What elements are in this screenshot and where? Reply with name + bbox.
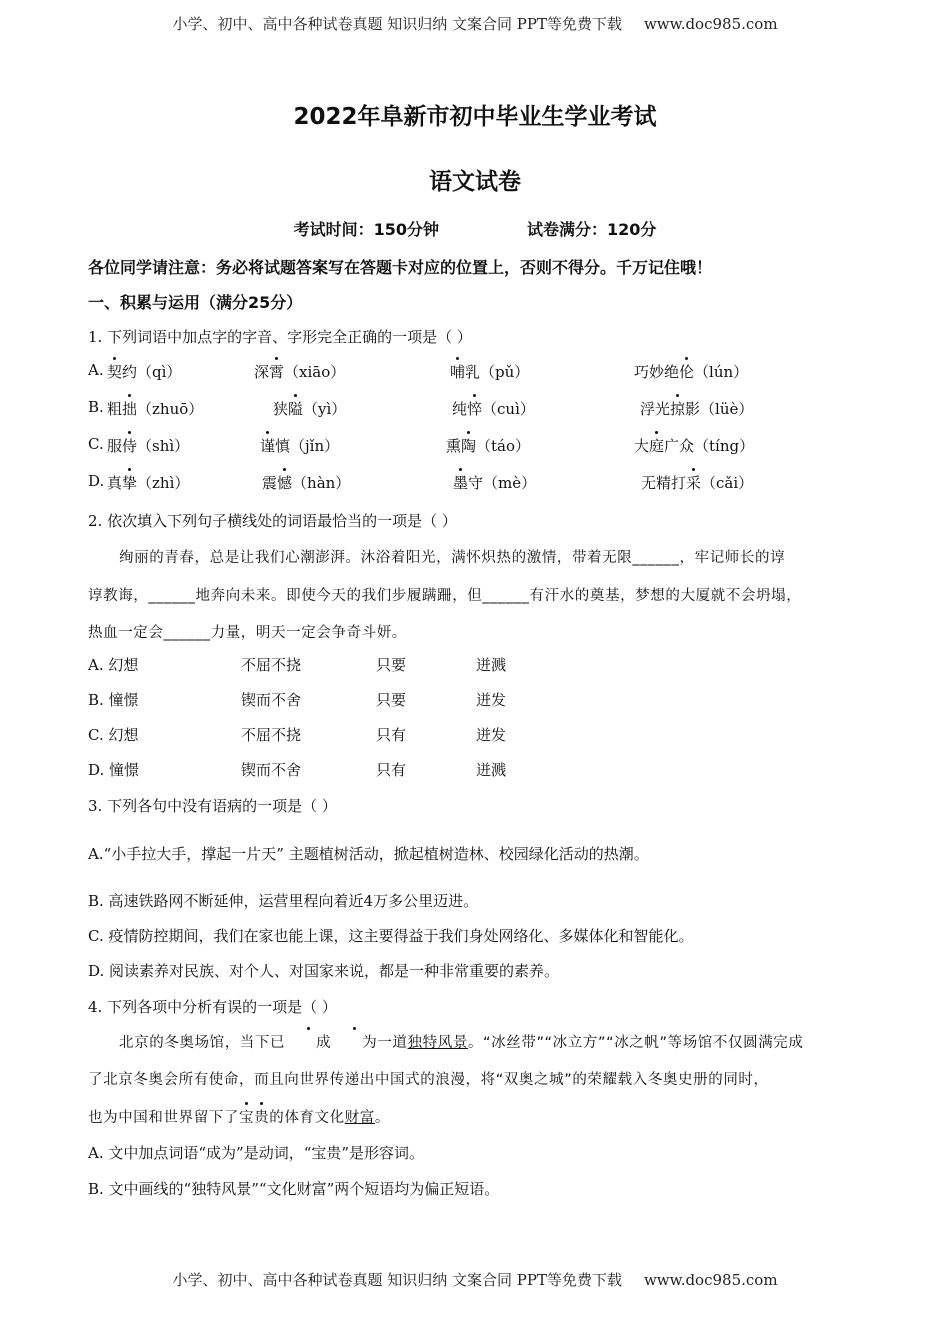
footer-site-link[interactable]: www.doc985.com: [643, 1271, 778, 1289]
option-text: 迸发: [476, 726, 507, 744]
option-text: 迸发: [476, 691, 507, 709]
q1-option-d: [0, 472, 950, 496]
dotted-char: 侍: [122, 437, 138, 455]
word-item: 狭隘（yì）: [273, 400, 347, 418]
word-item: 熏陶（táo）: [446, 437, 531, 455]
option-text: 锲而不舍: [241, 691, 302, 709]
dotted-char: 隘: [288, 400, 304, 418]
q2-option-c: [0, 724, 950, 748]
option-text: 迸溅: [476, 656, 507, 674]
dotted-char: 为: [331, 1031, 377, 1052]
q3-option-d: D. 阅读素养对民族、对个人、对国家来说，都是一种非常重要的素养。: [88, 962, 560, 980]
q2-option-d: [0, 759, 950, 783]
option-text: 迸溅: [476, 761, 507, 779]
dotted-char: 宝: [239, 1106, 254, 1127]
dotted-char: 贵: [254, 1106, 269, 1127]
word-item: 无精打采（cǎi）: [641, 474, 754, 492]
q3-stem: 3. 下列各句中没有语病的一项是（ ）: [88, 797, 337, 815]
dotted-char: 契: [107, 363, 123, 381]
option-text: 锲而不舍: [241, 761, 302, 779]
q1-option-b: [0, 398, 950, 422]
option-text: 不屈不挠: [241, 726, 302, 744]
word-item: 粗拙（zhuō）: [107, 400, 204, 418]
dotted-char: 陶: [461, 437, 477, 455]
option-text: 只要: [376, 691, 407, 709]
option-text: 只有: [376, 761, 407, 779]
word-item: 服侍（shì）: [107, 437, 190, 455]
header-text: 小学、初中、高中各种试卷真题 知识归纳 文案合同 PPT等免费下载: [172, 15, 622, 33]
dotted-char: 拙: [122, 400, 138, 418]
option-label: C.: [88, 435, 104, 453]
underlined-phrase: 独特风景: [407, 1035, 468, 1051]
dotted-char: 悴: [467, 400, 483, 418]
page-footer: [0, 1269, 950, 1290]
option-text: 只要: [376, 656, 407, 674]
option-text: 只有: [376, 726, 407, 744]
header-site-link[interactable]: www.doc985.com: [643, 15, 778, 33]
notice: 各位同学请注意：务必将试题答案写在答题卡对应的位置上，否则不得分。千万记住哦！: [88, 258, 713, 277]
q4-passage-line: 也为中国和世界留下了宝贵的体育文化财富。: [88, 1106, 863, 1127]
dotted-char: 伦: [679, 363, 695, 381]
q3-option-a: A.“小手拉大手，撑起一片天” 主题植树活动，掀起植树造林、校园绿化活动的热潮。: [88, 845, 649, 863]
option-text: C. 幻想: [88, 726, 139, 744]
dotted-char: 憾: [277, 474, 293, 492]
word-item: 契约（qì）: [107, 363, 182, 381]
dotted-char: 谨: [260, 437, 276, 455]
word-item: 巧妙绝伦（lún）: [634, 363, 749, 381]
q1-option-c: [0, 435, 950, 459]
dotted-char: 哺: [450, 363, 466, 381]
dotted-char: 霄: [269, 363, 285, 381]
q4-passage-line: 了北京冬奥会所有使命，而且向世界传递出中国式的浪漫，将“双奥之城”的荣耀载入冬奥史册的同时，: [88, 1072, 769, 1088]
dotted-char: 墨: [453, 474, 469, 492]
q4-option-b: B. 文中画线的“独特风景”“文化财富”两个短语均为偏正短语。: [88, 1180, 500, 1198]
word-item: 纯悴（cuì）: [452, 400, 535, 418]
dotted-char: 掠: [670, 400, 686, 418]
footer-text: 小学、初中、高中各种试卷真题 知识归纳 文案合同 PPT等免费下载: [172, 1271, 622, 1289]
option-label: A.: [88, 361, 104, 379]
full-score: 试卷满分：120分: [527, 220, 657, 239]
q2-stem: 2. 依次填入下列句子横线处的词语最恰当的一项是（ ）: [88, 512, 457, 530]
dotted-char: 成: [285, 1031, 331, 1052]
q2-option-a: [0, 654, 950, 678]
dotted-char: 庭: [649, 437, 665, 455]
exam-meta: [0, 217, 950, 240]
word-item: 大庭广众（tíng）: [634, 437, 755, 455]
word-item: 震憾（hàn）: [262, 474, 351, 492]
exam-subtitle: 语文试卷: [429, 169, 521, 195]
word-item: 墨守（mè）: [453, 474, 537, 492]
q3-option-b: B. 高速铁路网不断延伸，运营里程向着近4万多公里迈进。: [88, 892, 479, 910]
underlined-phrase: 财富: [344, 1110, 375, 1126]
option-label: B.: [88, 398, 104, 416]
section-heading: 一、积累与运用（满分25分）: [88, 293, 303, 312]
q2-passage-line: 谆教诲，______地奔向未来。即使今天的我们步履蹒跚，但______有汗水的奠基，梦想的大厦就不会坍塌，: [88, 588, 802, 604]
word-item: 哺乳（pǔ）: [450, 363, 530, 381]
word-item: 浮光掠影（lüè）: [640, 400, 754, 418]
word-item: 谨慎（jǐn）: [260, 437, 340, 455]
word-item: 真挚（zhì）: [107, 474, 190, 492]
exam-time: 考试时间：150分钟: [293, 220, 439, 239]
option-text: D. 憧憬: [88, 761, 140, 779]
q2-passage-line: 热血一定会______力量，明天一定会争奇斗妍。: [88, 625, 407, 641]
dotted-char: 挚: [122, 474, 138, 492]
dotted-char: 采: [686, 474, 702, 492]
q1-option-a: [0, 361, 950, 385]
q2-passage-line: 绚丽的青春，总是让我们心潮澎湃。沐浴着阳光，满怀炽热的激情，带着无限______，牢记师长的谆: [119, 550, 786, 566]
option-text: A. 幻想: [88, 656, 139, 674]
q3-option-c: C. 疫情防控期间，我们在家也能上课，这主要得益于我们身处网络化、多媒体化和智能化。: [88, 927, 694, 945]
word-item: 深霄（xiāo）: [254, 363, 346, 381]
page-header: [0, 13, 950, 34]
option-text: B. 憧憬: [88, 691, 139, 709]
option-text: 不屈不挠: [241, 656, 302, 674]
exam-title: 2022年阜新市初中毕业生学业考试: [293, 104, 657, 130]
q1-stem: 1. 下列词语中加点字的字音、字形完全正确的一项是（ ）: [88, 328, 472, 346]
q2-option-b: [0, 689, 950, 713]
q4-option-a: A. 文中加点词语“成为”是动词，“宝贵”是形容词。: [88, 1144, 425, 1162]
q4-stem: 4. 下列各项中分析有误的一项是（ ）: [88, 998, 337, 1016]
option-label: D.: [88, 472, 105, 490]
q4-passage-line: 北京的冬奥场馆，当下已 成 为一道独特风景。“冰丝带”“冰立方”“冰之帆”等场馆不仅圆满完成: [88, 1031, 863, 1052]
